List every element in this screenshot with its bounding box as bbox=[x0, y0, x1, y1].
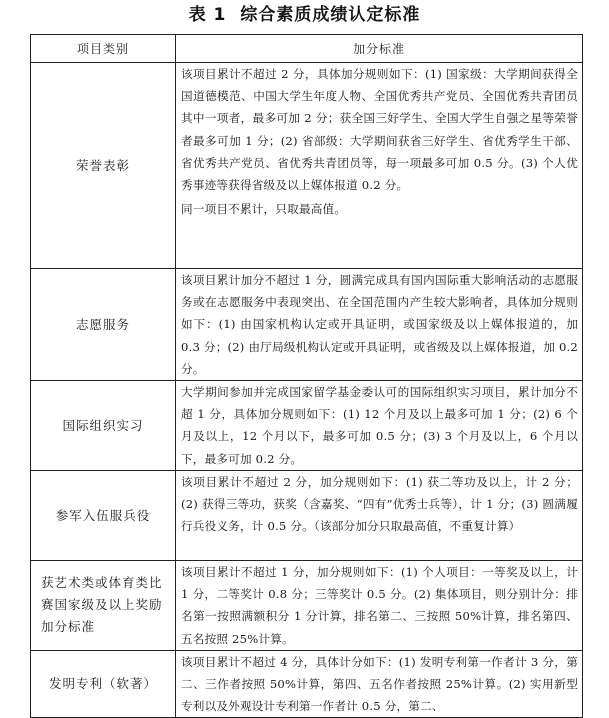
table-header-row bbox=[31, 35, 583, 63]
table-number: 表 1 bbox=[188, 5, 227, 25]
standard-cell: 该项目累计不超过 2 分，加分规则如下：(1) 获二等功及以上，计 2 分；(2) 获得三等功，获奖（含嘉奖、“四有”优秀士兵等），计 1 分；(3) 圆满履行兵役义务，计 0.5 分。（该部分加分只取最高值，不重复计算） bbox=[176, 471, 583, 561]
table-row bbox=[31, 269, 583, 381]
category-cell: 发明专利（软著） bbox=[31, 650, 176, 718]
header-standard: 加分标准 bbox=[176, 35, 583, 63]
table-row bbox=[31, 561, 583, 651]
standard-cell: 大学期间参加并完成国家留学基金委认可的国际组织实习项目，累计加分不超 1 分，具体加分规则如下：(1) 12 个月及以上最多可加 1 分；(2) 6 个月及以上，12 个月以下，最多可加 0.5 分；(3) 3 个月及以上，6 个月以下，最多可加 0.2 分。 bbox=[176, 381, 583, 471]
table-row bbox=[31, 650, 583, 718]
standard-text: 该项目累计不超过 2 分，具体加分规则如下：(1) 国家级：大学期间获得全国道德模范、中国大学生年度人物、全国优秀共产党员、全国优秀共青团员其中一项者，最多可加 2 分；获全国三好学生、全国大学生自强之星等荣誉者最多可加 1 分；(2) 省部级：大学期间获省三好学生、省优秀学生干部、省优秀共产党员、省优秀共青团员等，每一项最多可加 0.5 分。(3) 个人优秀事迹等获得省级及以上媒体报道 0.2 分。 bbox=[181, 67, 578, 193]
table-row bbox=[31, 471, 583, 561]
standard-cell bbox=[176, 63, 583, 269]
table-title bbox=[0, 3, 609, 27]
criteria-table bbox=[30, 34, 583, 718]
table-row bbox=[31, 63, 583, 269]
category-cell: 获艺术类或体育类比赛国家级及以上奖励加分标准 bbox=[31, 561, 176, 651]
standard-note: 同一项目不累计，只取最高值。 bbox=[181, 202, 347, 217]
header-category: 项目类别 bbox=[31, 35, 176, 63]
category-cell: 荣誉表彰 bbox=[31, 63, 176, 269]
table-title-text: 综合素质成绩认定标准 bbox=[240, 5, 421, 25]
standard-cell: 该项目累计不超过 4 分，具体计分如下：(1) 发明专利第一作者计 3 分，第二、三作者按照 50%计算，第四、五名作者按照 25%计算。(2) 实用新型专利以及外观设计专利第一作者计 0.5 分，第二、 bbox=[176, 650, 583, 718]
category-cell: 国际组织实习 bbox=[31, 381, 176, 471]
category-cell: 志愿服务 bbox=[31, 269, 176, 381]
standard-cell: 该项目累计不超过 1 分，加分规则如下：(1) 个人项目：一等奖及以上，计 1 分，二等奖计 0.8 分；三等奖计 0.5 分。(2) 集体项目，则分别计分：排名第一按照满额积分 1 分计算，排名第二、三按照 50%计算，排名第四、五名按照 25%计算。 bbox=[176, 561, 583, 651]
category-cell: 参军入伍服兵役 bbox=[31, 471, 176, 561]
table-row bbox=[31, 381, 583, 471]
standard-cell: 该项目累计加分不超过 1 分，圆满完成具有国内国际重大影响活动的志愿服务或在志愿服务中表现突出、在全国范围内产生较大影响者，具体加分规则如下：(1) 由国家机构认定或开具证明，或国家级及以上媒体报道的，加 0.3 分；(2) 由厅局级机构认定或开具证明，或省级及以上媒体报道，加 0.2 分。 bbox=[176, 269, 583, 381]
